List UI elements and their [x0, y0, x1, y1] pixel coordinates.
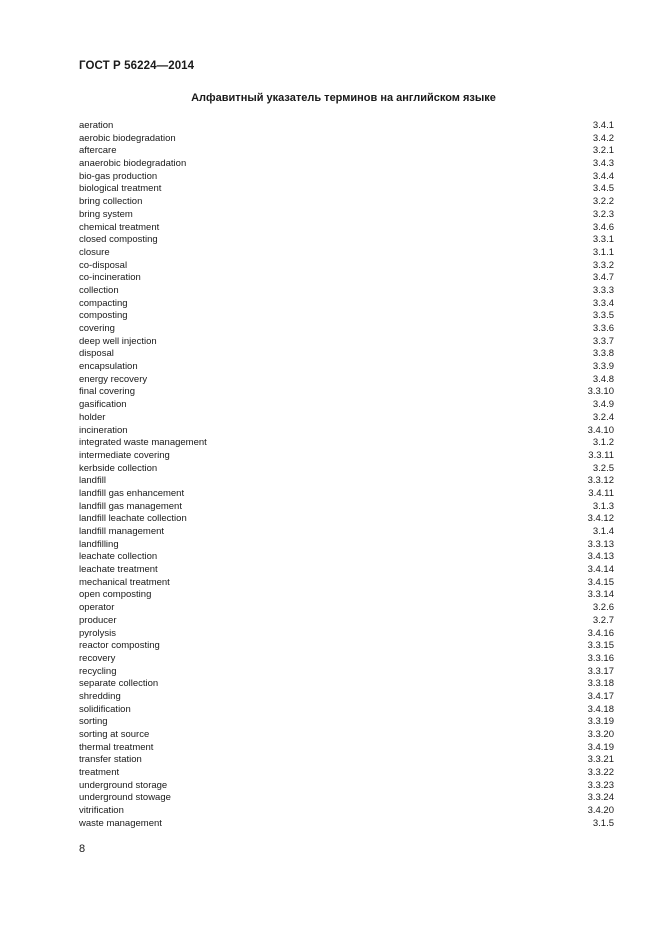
term-name: leachate treatment — [79, 564, 158, 576]
term-reference: 3.4.16 — [587, 627, 614, 639]
term-entry — [79, 767, 614, 780]
term-name: kerbside collection — [79, 462, 158, 474]
term-entry — [79, 589, 614, 602]
term-reference: 3.1.4 — [592, 526, 614, 537]
term-reference: 3.4.11 — [588, 487, 614, 499]
term-entry — [79, 336, 614, 349]
term-reference: 3.3.7 — [592, 335, 614, 347]
term-name: underground stowage — [79, 792, 171, 804]
term-name: open composting — [79, 589, 152, 601]
term-name: shredding — [79, 690, 121, 702]
term-reference: 3.3.8 — [592, 348, 614, 360]
term-entry — [79, 133, 614, 146]
term-name: incineration — [79, 424, 128, 436]
term-entry — [79, 450, 614, 463]
term-reference: 3.3.24 — [587, 792, 614, 804]
term-name: treatment — [79, 767, 120, 779]
term-name: reactor composting — [79, 640, 160, 652]
term-entry — [79, 260, 614, 273]
term-entry — [79, 805, 614, 818]
term-entry — [79, 666, 614, 679]
term-name: separate collection — [79, 678, 159, 690]
term-entry — [79, 513, 614, 526]
term-name: covering — [79, 323, 115, 334]
term-entry — [79, 615, 614, 628]
term-name: recovery — [79, 652, 116, 664]
term-name: waste management — [79, 817, 162, 829]
term-name: deep well injection — [79, 335, 157, 347]
term-reference: 3.4.10 — [587, 424, 614, 436]
term-reference: 3.4.19 — [587, 741, 614, 753]
term-entry — [79, 526, 614, 539]
term-reference: 3.4.17 — [587, 690, 614, 702]
term-name: aerobic biodegradation — [79, 132, 176, 144]
term-name: underground storage — [79, 779, 168, 791]
term-reference: 3.4.8 — [592, 373, 614, 385]
term-entry — [79, 222, 614, 235]
term-entry — [79, 754, 614, 767]
index-title: Алфавитный указатель терминов на английском языке — [191, 92, 496, 104]
term-reference: 3.3.19 — [587, 716, 614, 728]
term-name: closure — [79, 246, 110, 258]
term-name: closed composting — [79, 234, 158, 246]
term-reference: 3.3.10 — [587, 386, 614, 398]
term-reference: 3.2.2 — [592, 196, 614, 208]
term-entry — [79, 412, 614, 425]
term-reference: 3.3.21 — [587, 754, 614, 766]
term-entry — [79, 272, 614, 285]
term-name: producer — [79, 614, 117, 626]
term-name: vitrification — [79, 805, 124, 817]
term-entry — [79, 564, 614, 577]
term-reference: 3.4.9 — [592, 399, 614, 411]
term-reference: 3.2.7 — [592, 614, 614, 626]
term-entry — [79, 285, 614, 298]
term-reference: 3.3.1 — [592, 234, 614, 246]
term-name: mechanical treatment — [79, 576, 170, 588]
term-entry — [79, 247, 614, 260]
term-name: aeration — [79, 120, 114, 131]
term-name: landfill management — [79, 526, 165, 537]
term-name: solidification — [79, 703, 131, 715]
term-entry — [79, 361, 614, 374]
term-name: bring system — [79, 208, 133, 220]
term-entry — [79, 678, 614, 691]
term-reference: 3.3.23 — [587, 779, 614, 791]
term-name: energy recovery — [79, 373, 148, 385]
term-name: thermal treatment — [79, 741, 154, 753]
term-reference: 3.3.16 — [587, 652, 614, 664]
term-entry — [79, 374, 614, 387]
term-entry — [79, 475, 614, 488]
term-name: collection — [79, 284, 119, 296]
term-entry — [79, 425, 614, 438]
term-reference: 3.3.11 — [588, 449, 614, 461]
term-reference: 3.4.13 — [587, 551, 614, 563]
term-entry — [79, 196, 614, 209]
term-name: holder — [79, 411, 106, 423]
term-reference: 3.3.20 — [587, 729, 614, 740]
term-entry — [79, 704, 614, 717]
term-reference: 3.3.6 — [592, 323, 614, 334]
term-reference: 3.2.5 — [592, 462, 614, 474]
term-name: landfilling — [79, 538, 119, 550]
term-reference: 3.4.14 — [587, 564, 614, 576]
term-reference: 3.3.5 — [592, 310, 614, 322]
term-reference: 3.3.12 — [587, 475, 614, 487]
term-name: intermediate covering — [79, 449, 170, 461]
term-entry — [79, 729, 614, 742]
term-name: disposal — [79, 348, 114, 360]
term-reference: 3.4.2 — [592, 132, 614, 144]
page-number: 8 — [79, 843, 86, 855]
term-entry — [79, 691, 614, 704]
term-name: landfill leachate collection — [79, 513, 187, 525]
term-name: gasification — [79, 399, 127, 411]
term-reference: 3.4.7 — [592, 272, 614, 284]
term-name: anaerobic biodegradation — [79, 158, 187, 170]
term-entry — [79, 488, 614, 501]
term-reference: 3.3.3 — [592, 284, 614, 296]
term-reference: 3.3.13 — [587, 538, 614, 550]
term-reference: 3.3.15 — [587, 640, 614, 652]
term-reference: 3.1.3 — [592, 500, 614, 512]
term-name: sorting — [79, 716, 108, 728]
term-name: co-disposal — [79, 259, 128, 271]
term-reference: 3.1.5 — [592, 817, 614, 829]
term-reference: 3.4.5 — [592, 183, 614, 195]
term-entry — [79, 171, 614, 184]
term-name: composting — [79, 310, 128, 322]
term-reference: 3.3.4 — [592, 297, 614, 309]
term-reference: 3.3.9 — [592, 361, 614, 373]
term-name: landfill — [79, 475, 106, 487]
term-reference: 3.3.22 — [587, 767, 614, 779]
term-name: bring collection — [79, 196, 143, 208]
term-entry — [79, 399, 614, 412]
term-reference: 3.1.2 — [592, 437, 614, 449]
term-name: recycling — [79, 665, 117, 677]
term-entry — [79, 234, 614, 247]
term-reference: 3.2.4 — [592, 411, 614, 423]
term-reference: 3.3.18 — [587, 678, 614, 690]
term-name: landfill gas management — [79, 500, 182, 512]
term-name: biological treatment — [79, 183, 162, 195]
term-reference: 3.3.17 — [587, 665, 614, 677]
term-reference: 3.4.4 — [592, 170, 614, 182]
term-name: co-incineration — [79, 272, 141, 284]
term-reference: 3.1.1 — [592, 246, 614, 258]
term-entry — [79, 120, 614, 133]
term-name: aftercare — [79, 145, 117, 157]
term-entry — [79, 539, 614, 552]
term-reference: 3.4.20 — [587, 805, 614, 817]
term-reference: 3.4.18 — [587, 703, 614, 715]
term-entry — [79, 183, 614, 196]
term-entry — [79, 145, 614, 158]
document-code: ГОСТ Р 56224—2014 — [79, 60, 195, 72]
term-entry — [79, 310, 614, 323]
term-name: bio-gas production — [79, 170, 158, 182]
term-name: pyrolysis — [79, 627, 116, 639]
term-reference: 3.3.2 — [592, 259, 614, 271]
term-entry — [79, 463, 614, 476]
term-entry — [79, 653, 614, 666]
term-entry — [79, 158, 614, 171]
term-name: compacting — [79, 297, 128, 309]
term-entry — [79, 716, 614, 729]
term-name: operator — [79, 602, 115, 614]
term-entry — [79, 323, 614, 336]
term-reference: 3.2.1 — [592, 145, 614, 157]
term-reference: 3.2.3 — [592, 208, 614, 220]
term-entry — [79, 742, 614, 755]
term-entry — [79, 386, 614, 399]
term-entry — [79, 577, 614, 590]
term-name: final covering — [79, 386, 135, 398]
term-entry — [79, 640, 614, 653]
term-name: transfer station — [79, 754, 142, 766]
term-entry — [79, 501, 614, 514]
term-entry — [79, 818, 614, 831]
term-name: leachate collection — [79, 551, 158, 563]
term-entry — [79, 209, 614, 222]
term-entry — [79, 551, 614, 564]
term-index-list — [79, 120, 614, 831]
term-entry — [79, 602, 614, 615]
term-reference: 3.4.12 — [587, 513, 614, 525]
term-reference: 3.4.15 — [587, 576, 614, 588]
term-entry — [79, 628, 614, 641]
term-name: sorting at source — [79, 729, 150, 740]
term-entry — [79, 348, 614, 361]
term-reference: 3.3.14 — [587, 589, 614, 601]
term-entry — [79, 298, 614, 311]
term-entry — [79, 792, 614, 805]
term-name: chemical treatment — [79, 221, 160, 233]
term-name: integrated waste management — [79, 437, 207, 449]
term-reference: 3.4.6 — [592, 221, 614, 233]
term-entry — [79, 437, 614, 450]
term-reference: 3.4.3 — [592, 158, 614, 170]
term-reference: 3.2.6 — [592, 602, 614, 614]
term-name: landfill gas enhancement — [79, 487, 185, 499]
term-entry — [79, 780, 614, 793]
term-name: encapsulation — [79, 361, 138, 373]
term-reference: 3.4.1 — [592, 120, 614, 131]
